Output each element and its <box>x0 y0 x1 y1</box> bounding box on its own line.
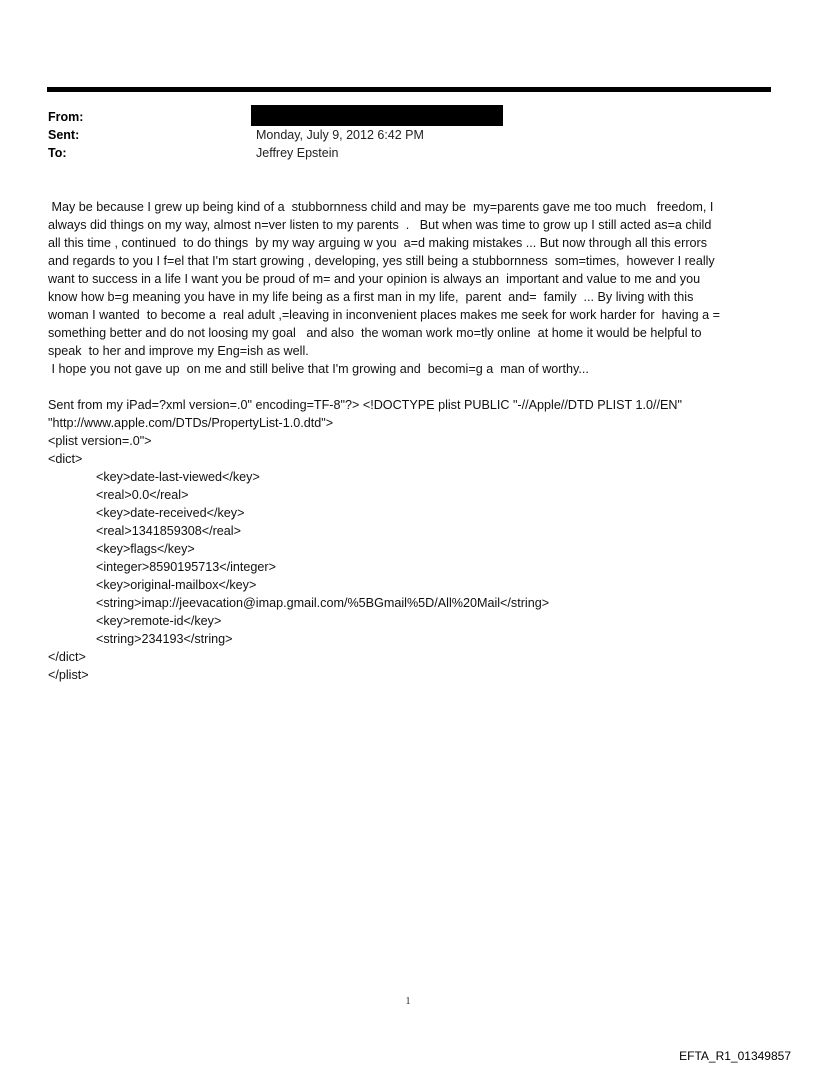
page-number: 1 <box>405 996 411 1007</box>
signature-line: <plist version=.0"> <box>48 434 152 448</box>
from-label: From: <box>48 110 84 124</box>
body-line: all this time , continued to do things by my way arguing w you a=d making mistakes ... But now through all this errors <box>48 236 708 250</box>
redaction-bar <box>251 105 503 126</box>
plist-line: <key>remote-id</key> <box>96 614 222 628</box>
to-value: Jeffrey Epstein <box>256 146 339 160</box>
sent-row <box>48 126 768 144</box>
body-line: I hope you not gave up on me and still belive that I'm growing and becomi=g a man of worthy... <box>48 362 589 376</box>
signature-line: <dict> <box>48 452 83 466</box>
body-line: something better and do not loosing my goal and also the woman work mo=tly online at home it would be helpful to <box>48 326 702 340</box>
body-line: want to success in a life I want you be proud of m= and your opinion is always an important and value to me and you <box>48 272 701 286</box>
email-header <box>48 108 768 162</box>
plist-line: <key>original-mailbox</key> <box>96 578 257 592</box>
sent-label: Sent: <box>48 128 80 142</box>
plist-line: <key>date-last-viewed</key> <box>96 470 260 484</box>
body-line: know how b=g meaning you have in my life being as a first man in my life, parent and= family ... By living with this <box>48 290 694 304</box>
body-line: woman I wanted to become a real adult ,=leaving in inconvenient places makes me seek for work harder for having a = <box>48 308 721 322</box>
body-line: May be because I grew up being kind of a stubbornness child and may be my=parents gave me too much freedom, I <box>48 200 714 214</box>
body-line: and regards to you I f=el that I'm start growing , developing, yes still being a stubbornness som=times, however I really <box>48 254 715 268</box>
signature-line: "http://www.apple.com/DTDs/PropertyList-1.0.dtd"> <box>48 416 334 430</box>
plist-line: <string>234193</string> <box>96 632 233 646</box>
blank-line <box>48 378 774 396</box>
plist-line: <integer>8590195713</integer> <box>96 560 276 574</box>
from-row <box>48 108 768 126</box>
email-body <box>48 198 774 684</box>
closing-line: </dict> <box>48 650 86 664</box>
top-rule <box>47 87 771 92</box>
bates-number: EFTA_R1_01349857 <box>679 1049 791 1063</box>
body-line: always did things on my way, almost n=ver listen to my parents . But when was time to grow up I still acted as=a child <box>48 218 712 232</box>
plist-line: <string>imap://jeevacation@imap.gmail.com/%5BGmail%5D/All%20Mail</string> <box>96 596 550 610</box>
plist-line: <real>0.0</real> <box>96 488 189 502</box>
sent-value: Monday, July 9, 2012 6:42 PM <box>256 128 424 142</box>
to-label: To: <box>48 146 67 160</box>
closing-line: </plist> <box>48 668 89 682</box>
signature-line: Sent from my iPad=?xml version=.0" encoding=TF-8"?> <!DOCTYPE plist PUBLIC "-//Apple//DTD PLIST 1.0//EN" <box>48 398 682 412</box>
to-row <box>48 144 768 162</box>
plist-line: <key>flags</key> <box>96 542 195 556</box>
plist-line: <real>1341859308</real> <box>96 524 241 538</box>
plist-line: <key>date-received</key> <box>96 506 245 520</box>
body-line: speak to her and improve my Eng=ish as well. <box>48 344 309 358</box>
